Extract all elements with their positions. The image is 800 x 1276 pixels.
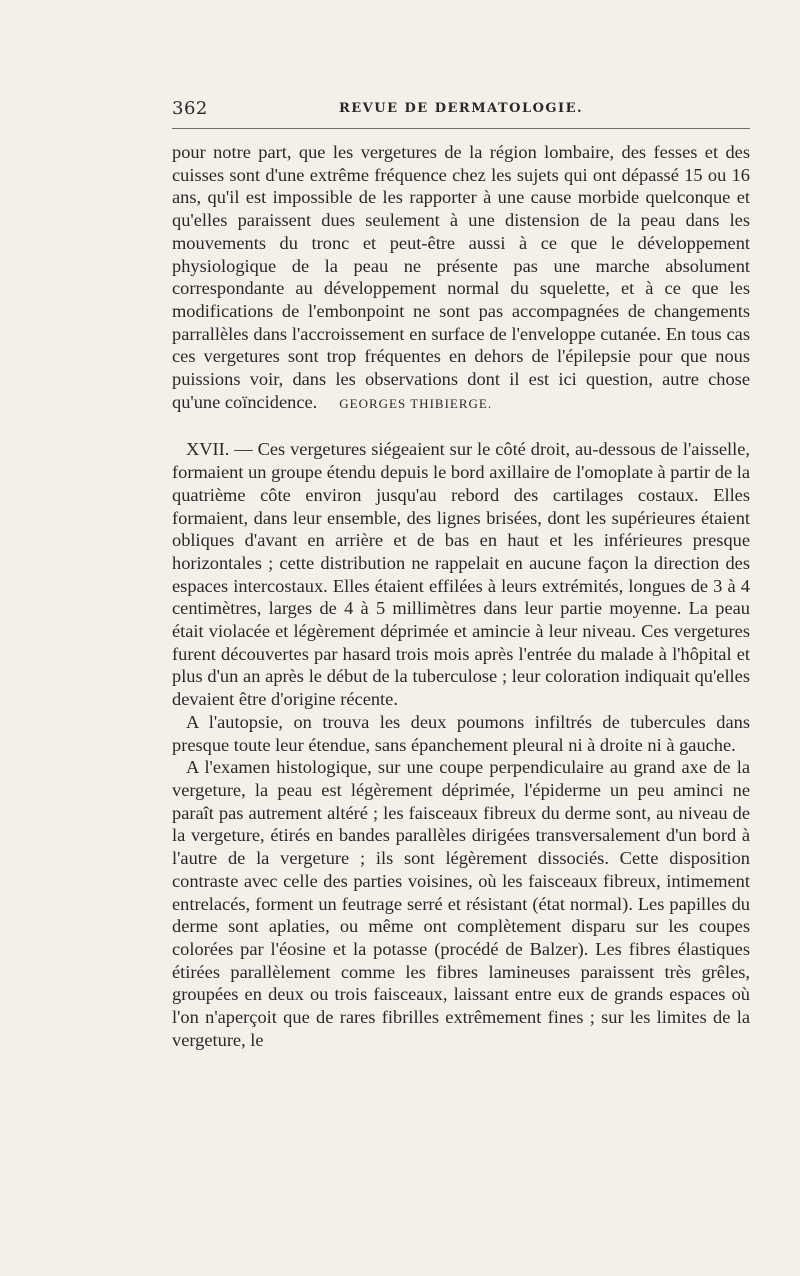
paragraph-continuation bbox=[172, 141, 750, 415]
author-signature: GEORGES THIBIERGE. bbox=[339, 395, 493, 411]
section-gap bbox=[172, 415, 750, 438]
paragraph-histology: A l'examen histologique, sur une coupe perpendiculaire au grand axe de la vergeture, la peau est légèrement déprimée, l'épiderme un peu aminci ne paraît pas autrement altéré ; les faisceaux fibreux du derme sont, au niveau de la vergeture, étirés en bandes parallèles dirigées transversalement d'un bord à l'autre de la vergeture ; ils sont légèrement dissociés. Cette disposition contraste avec celle des parties voisines, où les faisceaux fibreux, intimement entrelacés, forment un feutrage serré et résistant (état normal). Les papilles du derme sont aplaties, ou même ont complètement disparu sur les coupes colorées par l'éosine et la potasse (procédé de Balzer). Les fibres élastiques étirées parallèlement comme les fibres lamineuses paraissent très grêles, groupées en deux ou trois faisceaux, laissant entre eux de grands espaces où l'on n'aperçoit que de rares fibrilles extrêmement fines ; sur les limites de la vergeture, le bbox=[172, 757, 750, 1050]
running-title: REVUE DE DERMATOLOGIE. bbox=[338, 101, 584, 116]
header-rule bbox=[172, 128, 750, 129]
body-text bbox=[172, 141, 750, 1051]
page-header bbox=[172, 98, 750, 122]
paragraph-text: pour notre part, que les vergetures de la région lombaire, des fesses et des cuisses sont d'une extrême fréquence chez les sujets qui ont dépassé 15 ou 16 ans, qu'il est impossible de les rapporter à une cause morbide quelconque et qu'elles paraissent dues seulement à une distension de la peau dans les mouvements du tronc et peut-être aussi à ce que le développement physiologique de la peau ne présente pas une marche absolument correspondante au développement normal du squelette, et à ce que les modifications de l'embonpoint ne sont pas accompagnées de changements parrallèles dans l'accroissement en surface de l'enveloppe cutanée. En tous cas ces vergetures sont trop fréquentes en dehors de l'épilepsie pour que nous puissions voir, dans les observations dont il est ici question, autre chose qu'une coïncidence. bbox=[172, 142, 750, 412]
paragraph-case-xvii: XVII. — Ces vergetures siégeaient sur le côté droit, au-dessous de l'aisselle, formaient un groupe étendu depuis le bord axillaire de l'omoplate à partir de la quatrième côte environ jusqu'au rebord des cartilages costaux. Elles formaient, dans leur ensemble, des lignes brisées, dont les supérieures étaient obliques d'avant en arrière et de bas en haut et les inférieures presque horizontales ; cette distribution ne rappelait en aucune façon la direction des espaces intercostaux. Elles étaient effilées à leurs extrémités, longues de 3 à 4 centimètres, larges de 4 à 5 millimètres dans leur partie moyenne. La peau était violacée et légèrement déprimée et amincie à leur niveau. Ces vergetures furent découvertes par hasard trois mois après l'entrée du malade à l'hôpital et plus d'un an après le début de la tuberculose ; leur coloration indiquait qu'elles devaient être d'origine récente. bbox=[172, 439, 750, 710]
page-number: 362 bbox=[172, 98, 208, 119]
paragraph-autopsy: A l'autopsie, on trouva les deux poumons infiltrés de tubercules dans presque toute leur étendue, sans épanchement pleural ni à droite ni à gauche. bbox=[172, 711, 750, 755]
